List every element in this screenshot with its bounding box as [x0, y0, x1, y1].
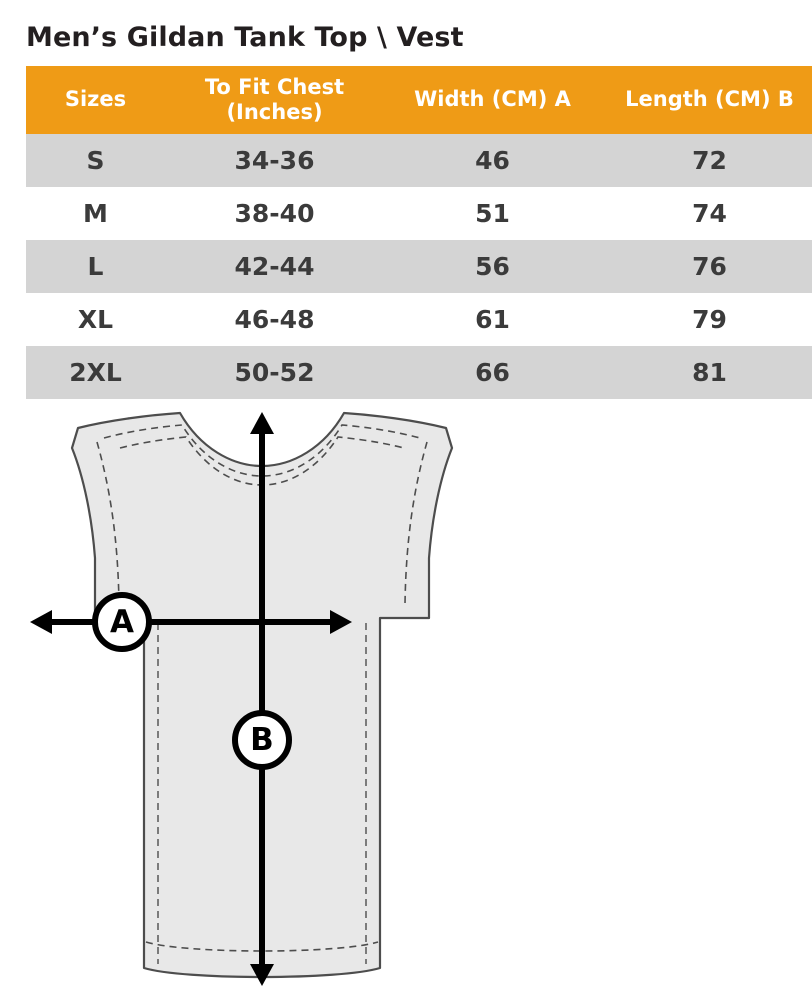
cell-chest: 46-48 [165, 293, 384, 346]
cell-size: S [26, 134, 165, 187]
garment-measurement-diagram [0, 408, 812, 1000]
cell-length: 79 [601, 293, 812, 346]
cell-chest: 34-36 [165, 134, 384, 187]
cell-width: 46 [384, 134, 601, 187]
cell-width: 56 [384, 240, 601, 293]
cell-length: 81 [601, 346, 812, 399]
cell-width: 61 [384, 293, 601, 346]
cell-length: 74 [601, 187, 812, 240]
table-row [26, 134, 812, 187]
column-header-chest: To Fit Chest (Inches) [165, 66, 384, 134]
table-row [26, 293, 812, 346]
cell-size: XL [26, 293, 165, 346]
width-marker-label: A [110, 604, 134, 640]
table-body [26, 134, 812, 399]
column-header-width: Width (CM) A [384, 66, 601, 134]
width-marker-a [95, 595, 149, 649]
table-row [26, 240, 812, 293]
cell-width: 66 [384, 346, 601, 399]
column-header-sizes: Sizes [26, 66, 165, 134]
cell-size: M [26, 187, 165, 240]
cell-chest: 50-52 [165, 346, 384, 399]
column-header-length: Length (CM) B [601, 66, 812, 134]
page-title: Men’s Gildan Tank Top \ Vest [26, 22, 464, 53]
length-marker-b [235, 713, 289, 767]
cell-length: 76 [601, 240, 812, 293]
table-header-row [26, 66, 812, 134]
cell-size: 2XL [26, 346, 165, 399]
length-marker-label: B [250, 722, 274, 758]
cell-chest: 38-40 [165, 187, 384, 240]
size-chart-table [26, 66, 812, 399]
cell-size: L [26, 240, 165, 293]
table-row [26, 346, 812, 399]
cell-chest: 42-44 [165, 240, 384, 293]
table-header [26, 66, 812, 134]
table-row [26, 187, 812, 240]
cell-width: 51 [384, 187, 601, 240]
cell-length: 72 [601, 134, 812, 187]
